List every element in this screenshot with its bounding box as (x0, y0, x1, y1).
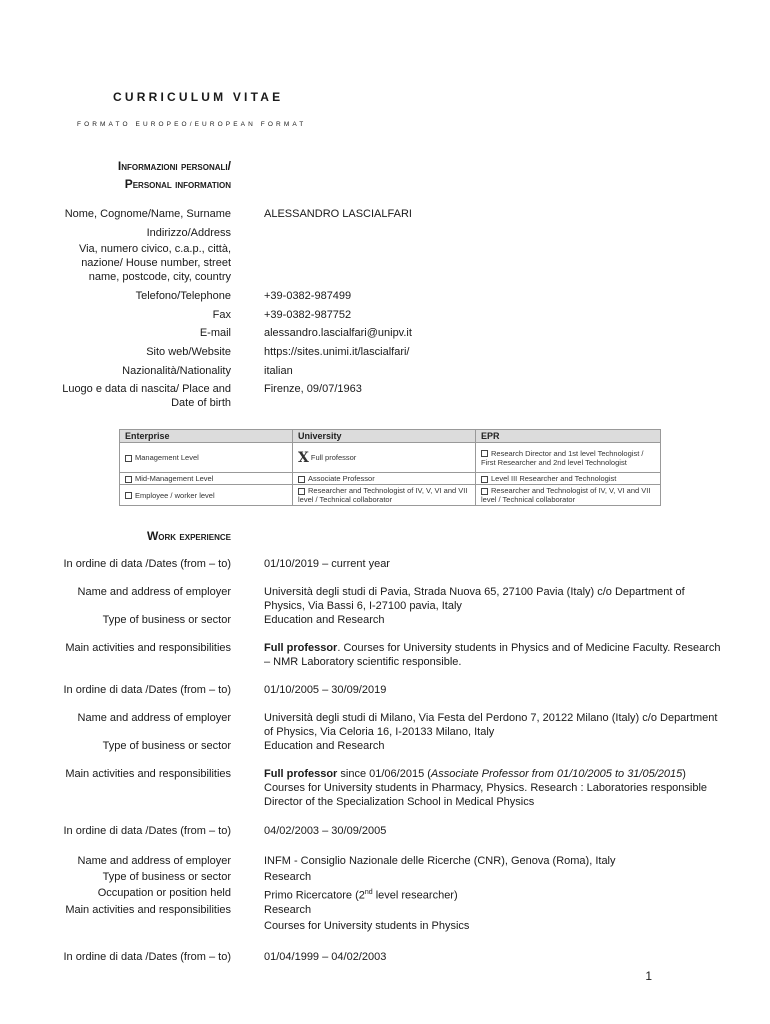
checkbox-icon (125, 455, 132, 462)
fax-label: Fax (212, 309, 231, 321)
table-header-university: University (293, 430, 476, 443)
cell-text: Researcher and Technologist of IV, V, VI and VII level / Technical collaborator (481, 486, 651, 504)
cell-text: Full professor (310, 452, 357, 462)
occupation-text: level researcher) (372, 889, 458, 902)
occupation-superscript: nd (364, 889, 373, 896)
table-row (120, 485, 661, 506)
checkbox-icon (125, 492, 132, 499)
cell-text: Associate Professor (308, 474, 375, 483)
cell-text: Level III Researcher and Technologist (491, 474, 617, 483)
dates-label: In ordine di data /Dates (from – to) (63, 951, 231, 963)
occupation-text: Primo Ricercatore (2 (264, 889, 365, 902)
business-label: Type of business or sector (102, 871, 231, 883)
dates-label: In ordine di data /Dates (from – to) (63, 558, 231, 570)
table-cell (293, 443, 476, 473)
table-cell (293, 473, 476, 485)
activities-line: Director of the Specialization School in Medical Physics (264, 796, 535, 808)
activities-value (264, 903, 724, 933)
website-value: https://sites.unimi.it/lascialfari/ (264, 346, 410, 358)
table-cell (476, 473, 661, 485)
business-value: Education and Research (264, 740, 385, 752)
table-cell (120, 443, 293, 473)
employer-value: Università degli studi di Pavia, Strada Nuova 65, 27100 Pavia (Italy) c/o Department of Physics, Via Bassi 6, I-27100 pavia, Italy (264, 586, 685, 612)
activities-label: Main activities and responsibilities (65, 904, 231, 916)
occupation-value (264, 886, 724, 903)
address-label: Indirizzo/Address (146, 227, 231, 239)
email-value: alessandro.lascialfari@unipv.it (264, 327, 412, 339)
dates-label: In ordine di data /Dates (from – to) (63, 684, 231, 696)
activities-label: Main activities and responsibilities (65, 768, 231, 780)
dates-value: 01/04/1999 – 04/02/2003 (264, 951, 387, 963)
checkbox-icon (481, 488, 488, 495)
dates-value: 04/02/2003 – 30/09/2005 (264, 825, 387, 837)
activities-value (264, 641, 724, 669)
table-cell (476, 443, 661, 473)
occupation-label: Occupation or position held (97, 887, 231, 899)
cv-subtitle: FORMATO EUROPEO/EUROPEAN FORMAT (77, 121, 307, 128)
name-label: Nome, Cognome/Name, Surname (64, 208, 231, 220)
name-value: ALESSANDRO LASCIALFARI (264, 208, 412, 220)
cell-text: Mid-Management Level (135, 474, 214, 483)
table-cell (120, 473, 293, 485)
position-title: Full professor (264, 642, 338, 654)
cell-text: Research Director and 1st level Technologist / First Researcher and 2nd level Technologist (481, 448, 644, 467)
personal-info-heading (118, 157, 231, 193)
checkbox-icon (481, 476, 488, 483)
activities-text: ) (682, 768, 686, 780)
business-value: Education and Research (264, 614, 385, 626)
birth-value: Firenze, 09/07/1963 (264, 383, 362, 395)
activities-line: Courses for University students in Pharmacy, Physics. Research : Laboratories responsible (264, 782, 708, 794)
activities-line: Research (264, 904, 312, 916)
positions-table (119, 429, 661, 506)
nationality-label: Nazionalità/Nationality (122, 365, 231, 377)
activities-text: . Courses for University students in Physics and of Medicine Faculty. Research – NMR Laboratory scientific responsible. (264, 642, 721, 668)
business-label: Type of business or sector (102, 740, 231, 752)
activities-line: Courses for University students in Physics (264, 920, 470, 932)
dates-value: 01/10/2005 – 30/09/2019 (264, 684, 387, 696)
email-label: E-mail (199, 327, 231, 339)
table-cell (120, 485, 293, 506)
address-detail-label: Via, numero civico, c.a.p., città, nazione/ House number, street name, postcode, city, country (78, 243, 231, 283)
website-label: Sito web/Website (146, 346, 231, 358)
birth-label: Luogo e data di nascita/ Place and Date of birth (62, 383, 231, 409)
table-row (120, 473, 661, 485)
checkbox-icon (125, 476, 132, 483)
dates-value: 01/10/2019 – current year (264, 558, 390, 570)
table-cell (476, 485, 661, 506)
table-row (120, 443, 661, 473)
personal-info-heading-line2: Personal information (124, 177, 231, 191)
employer-value: Università degli studi di Milano, Via Festa del Perdono 7, 20122 Milano (Italy) c/o Department of Physics, Via Celoria 16, I-20133 Milano, Italy (264, 712, 718, 738)
fax-value: +39-0382-987752 (264, 309, 352, 321)
cell-text: Management Level (135, 453, 199, 462)
table-header-row (120, 430, 661, 443)
employer-label: Name and address of employer (77, 586, 231, 598)
cv-title: CURRICULUM VITAE (113, 90, 284, 104)
position-title: Full professor (264, 768, 338, 780)
activities-line (264, 767, 724, 781)
activities-label: Main activities and responsibilities (65, 642, 231, 654)
cell-text: Researcher and Technologist of IV, V, VI and VII level / Technical collaborator (298, 486, 468, 504)
nationality-value: italian (264, 365, 293, 377)
business-value: Research (264, 871, 312, 883)
cell-text: Employee / worker level (135, 490, 215, 500)
employer-label: Name and address of employer (77, 712, 231, 724)
telephone-value: +39-0382-987499 (264, 290, 352, 302)
table-cell (293, 485, 476, 506)
checkbox-icon (481, 450, 488, 457)
employer-label: Name and address of employer (77, 855, 231, 867)
checkbox-icon (298, 488, 305, 495)
activities-italic-text: Associate Professor from 01/10/2005 to 31/05/2015 (430, 768, 683, 780)
business-label: Type of business or sector (102, 614, 231, 626)
activities-value (264, 767, 724, 809)
work-experience-heading: Work experience (146, 529, 231, 543)
telephone-label: Telefono/Telephone (135, 290, 231, 302)
page-number: 1 (645, 969, 652, 983)
dates-label: In ordine di data /Dates (from – to) (63, 825, 231, 837)
table-header-enterprise: Enterprise (120, 430, 293, 443)
activities-text: since 01/06/2015 ( (337, 768, 431, 780)
employer-value: INFM - Consiglio Nazionale delle Ricerche (CNR), Genova (Roma), Italy (264, 855, 616, 867)
table-header-epr: EPR (476, 430, 661, 443)
checkbox-icon (298, 476, 305, 483)
personal-info-heading-line1: Informazioni personali/ (117, 159, 231, 173)
check-x-mark: X (298, 449, 309, 466)
